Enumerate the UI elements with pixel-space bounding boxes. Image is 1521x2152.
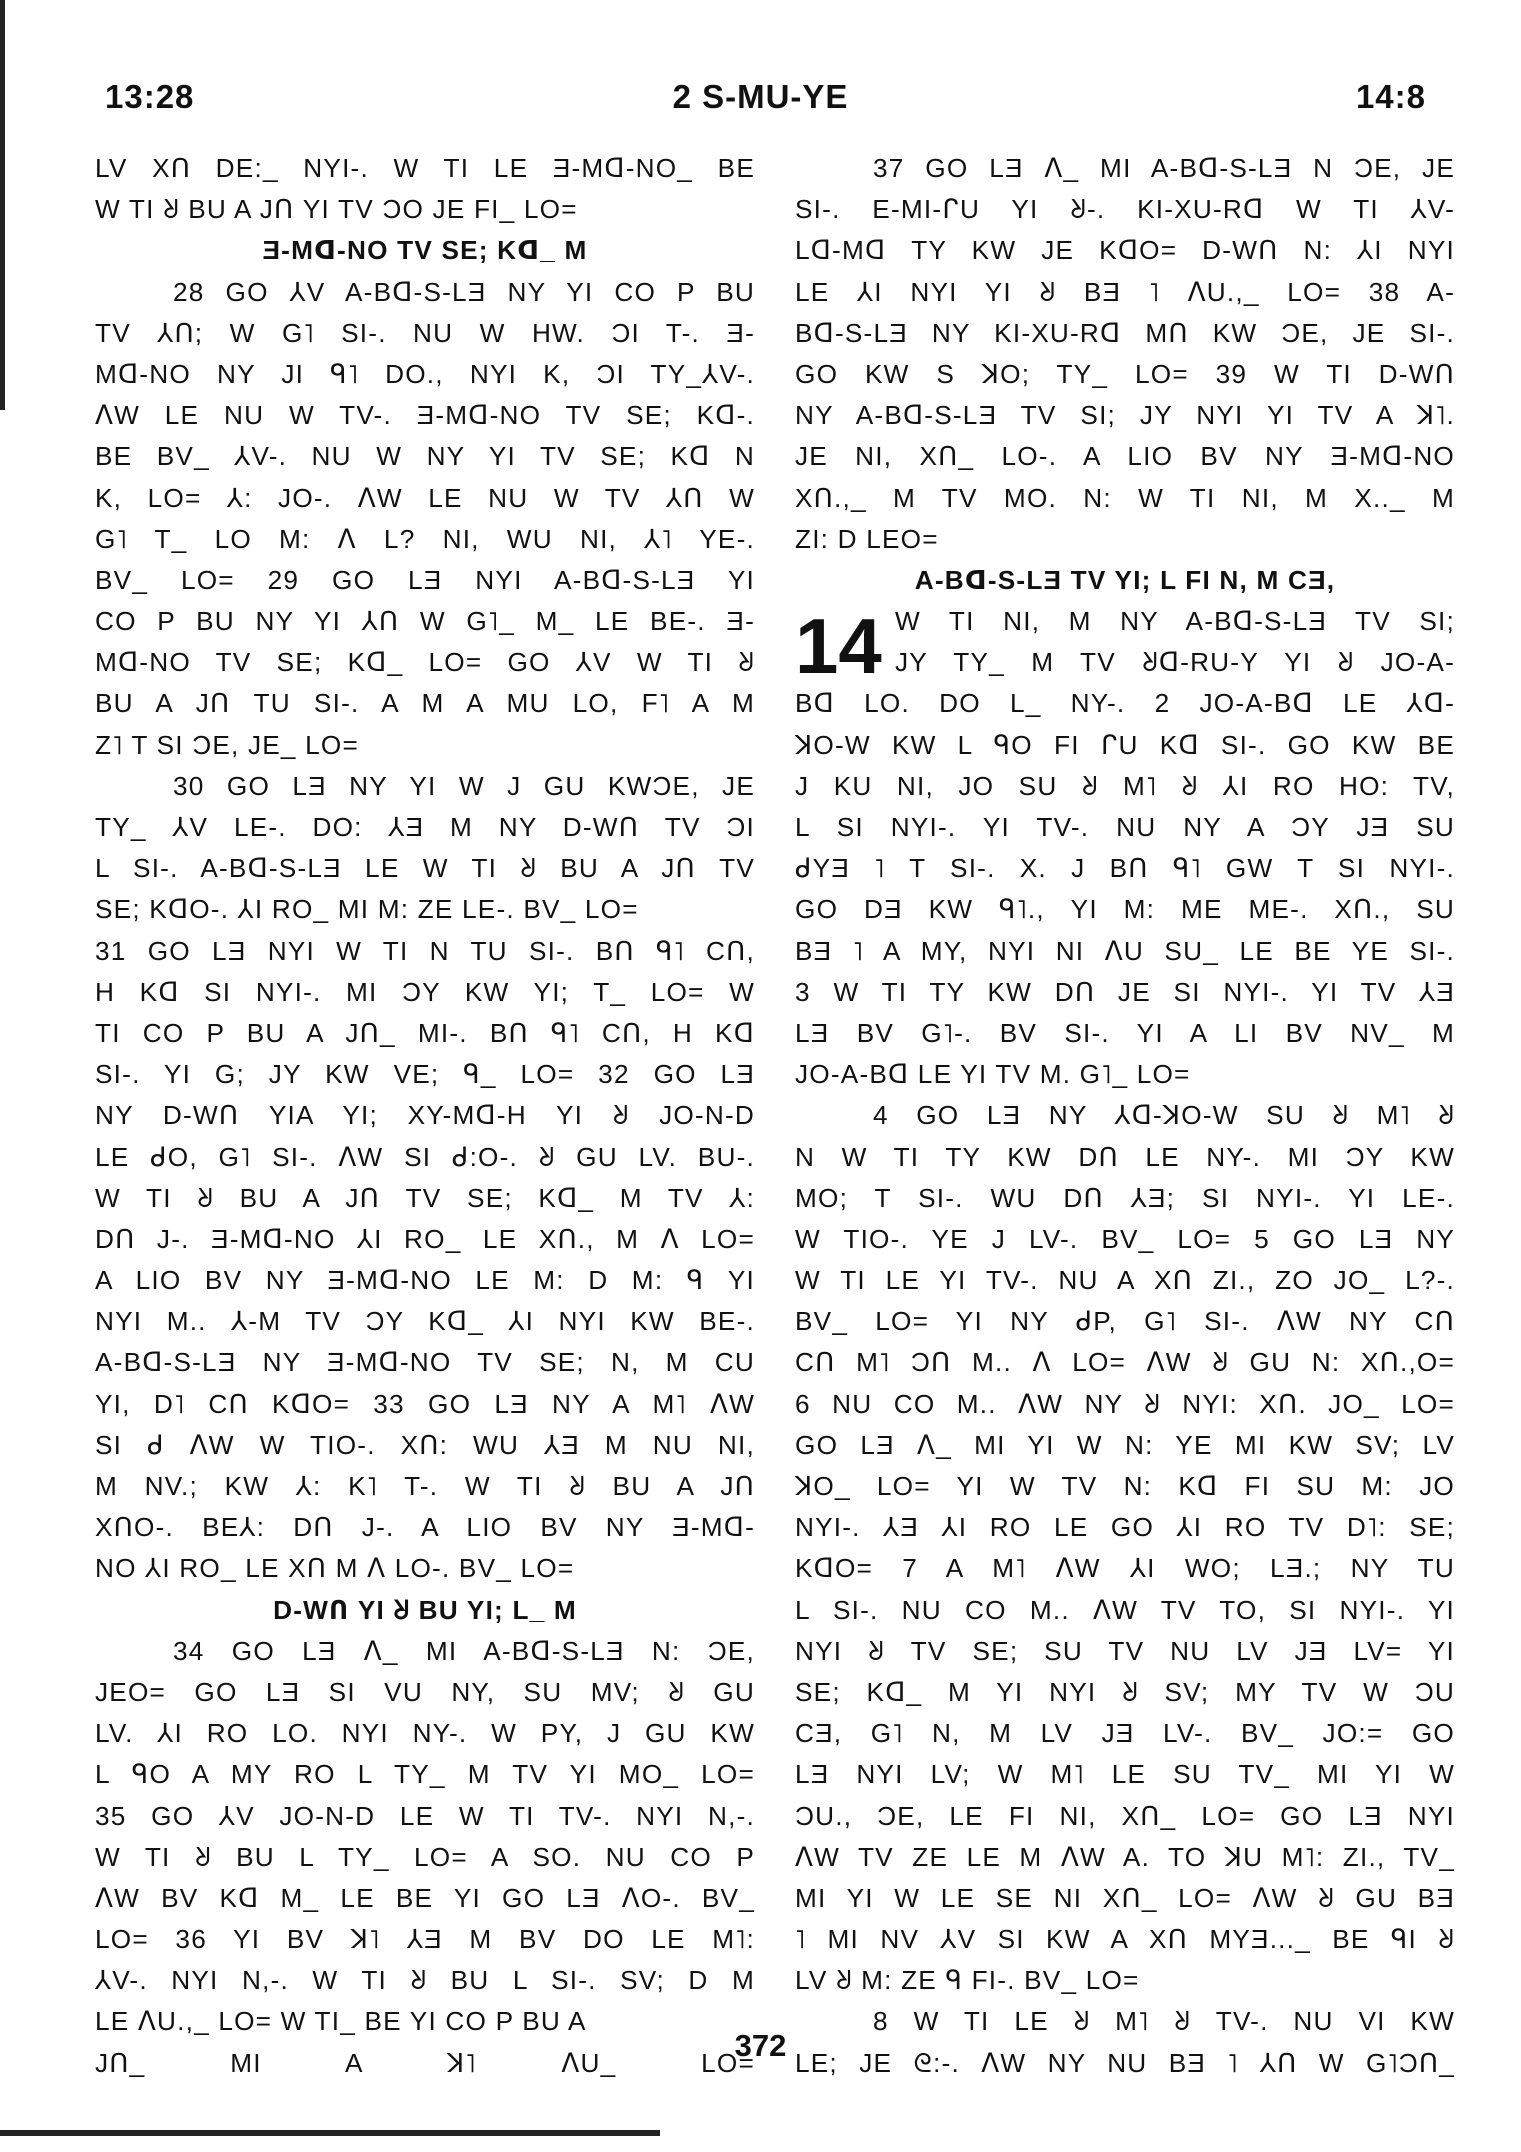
text-line: J KU NI, JO SU ᖈ M˥ ᖈ ⅄I RO HO: TV, (795, 770, 1455, 801)
text-line: L SI-. NU CO M.. ᐱW TV TO, SI NYI-. YI (795, 1594, 1455, 1625)
text-line: W TI NI, M NY A-Bᗡ-S-LƎ TV SI; (895, 606, 1455, 637)
text-line: ƆU., ƆE, LE FI NI, XՈ_ LO= GO LƎ NYI (795, 1800, 1455, 1831)
text-line: LE; JE ᘓ:-. ᐱW NY NU BƎ ˥ ⅄Ո W G˥ƆՈ_ (795, 2047, 1455, 2078)
text-line: A LIO BV NY Ǝ-Mᗡ-NO LE M: D M: ᑫ YI (95, 1265, 755, 1296)
text-line: ᐱW LE NU W TV-. Ǝ-Mᗡ-NO TV SE; Kᗡ-. (95, 400, 755, 431)
text-line: ᐱW BV Kᗡ M_ LE BE YI GO LƎ ᐱO-. BV_ (95, 1882, 755, 1913)
text-line: ZI: D LEO= (795, 523, 939, 554)
text-line: 3 W TI TY KW DՈ JE SI NYI-. YI TV ⅄Ǝ (795, 976, 1455, 1007)
text-line: GO DƎ KW ᑫ˥., YI M: ME ME-. XՈ., SU (795, 894, 1455, 925)
text-line: SI-. E-MI-ᒋU YI ᖈ-. KI-XU-Rᗡ W TI ⅄V- (795, 194, 1455, 225)
text-line: 28 GO ⅄V A-Bᗡ-S-LƎ NY YI CO P BU (173, 276, 755, 307)
text-line: NO ⅄I RO_ LE XՈ M ᐱ LO-. BV_ LO= (95, 1553, 575, 1584)
scan-edge-mark (0, 0, 5, 410)
text-line: 30 GO LƎ NY YI W J GU KWƆE, JE (173, 770, 755, 801)
text-line: W TI ᖈ BU L TY_ LO= A SO. NU CO P (95, 1841, 755, 1872)
text-line: Mᗡ-NO TV SE; Kᗡ_ LO= GO ⅄V W TI ᖈ (95, 647, 755, 678)
text-line: LE ⅄I NYI YI ᖈ BƎ ˥ ᐱU.,_ LO= 38 A- (795, 276, 1455, 307)
text-line: XՈO-. BE⅄: DՈ J-. A LIO BV NY Ǝ-Mᗡ- (95, 1512, 755, 1543)
text-line: XՈ.,_ M TV MO. N: W TI NI, M X.._ M (795, 482, 1455, 513)
text-line: Lᗡ-Mᗡ TY KW JE KᗡO= D-WՈ N: ⅄I NYI (795, 235, 1455, 266)
text-line: G˥ T_ LO M: ᐱ L? NI, WU NI, ⅄˥ YE-. (95, 523, 755, 554)
text-line: ᐱW TV ZE LE M ᐱW A. TO ꓘU M˥: ZI., TV_ (795, 1841, 1455, 1872)
text-line: BE BV_ ⅄V-. NU W NY YI TV SE; Kᗡ N (95, 441, 755, 472)
text-line: KᗡO= 7 A M˥ ᐱW ⅄I WO; LƎ.; NY TU (795, 1553, 1455, 1584)
text-line: L ᑫO A MY RO L TY_ M TV YI MO_ LO= (95, 1759, 755, 1790)
text-line: NY D-WՈ YIA YI; XY-Mᗡ-H YI ᖈ JO-N-D (95, 1100, 755, 1131)
chapter-number: 14 (795, 602, 882, 691)
text-line: 37 GO LƎ ᐱ_ MI A-Bᗡ-S-LƎ N ƆE, JE (873, 153, 1455, 183)
text-line: GO LƎ ᐱ_ MI YI W N: YE MI KW SV; LV (795, 1429, 1455, 1460)
text-line: MO; T SI-. WU DՈ ⅄Ǝ; SI NYI-. YI LE-. (795, 1182, 1455, 1213)
text-line: ꓘO_ LO= YI W TV N: Kᗡ FI SU M: JO (795, 1471, 1455, 1501)
text-line: 35 GO ⅄V JO-N-D LE W TI TV-. NYI N,-. (95, 1800, 755, 1831)
text-line: CO P BU NY YI ⅄Ո W G˥_ M_ LE BE-. Ǝ- (95, 606, 755, 637)
page-number: 372 (734, 2028, 787, 2063)
text-line: Bᗡ LO. DO L_ NY-. 2 JO-A-Bᗡ LE ⅄ᗡ- (795, 688, 1455, 719)
text-line: 34 GO LƎ ᐱ_ MI A-Bᗡ-S-LƎ N: ƆE, (173, 1635, 755, 1666)
text-line: JEO= GO LƎ SI VU NY, SU MV; ᖈ GU (95, 1676, 755, 1707)
text-line: TY_ ⅄V LE-. DO: ⅄Ǝ M NY D-WՈ TV ƆI (95, 812, 755, 842)
text-line: N W TI TY KW DՈ LE NY-. MI ƆY KW (795, 1141, 1455, 1172)
text-line: Mᗡ-NO NY JI ᑫ˥ DO., NYI K, ƆI TY_⅄V-. (95, 358, 755, 389)
text-line: W TI ᖈ BU A JՈ YI TV ƆO JE FI_ LO= (95, 194, 578, 225)
text-line: LV ᖈ M: ZE ᑫ FI-. BV_ LO= (795, 1965, 1140, 1996)
right-text-column (795, 148, 1455, 2084)
header-reference-left: 13:28 (105, 78, 195, 115)
text-line: BV_ LO= 29 GO LƎ NYI A-Bᗡ-S-LƎ YI (95, 564, 755, 595)
text-line: JՈ_ MI A ꓘ˥ ᐱU_ LO= (95, 2047, 755, 2078)
text-line: M NV.; KW ⅄: K˥ T-. W TI ᖈ BU A JՈ (95, 1471, 755, 1501)
text-line: JY TY_ M TV ᖈᗡ-RU-Y YI ᖈ JO-A- (895, 647, 1455, 678)
text-line: TI CO P BU A JՈ_ MI-. BՈ ᑫ˥ CՈ, H Kᗡ (95, 1017, 755, 1048)
text-line: A-Bᗡ-S-LƎ NY Ǝ-Mᗡ-NO TV SE; N, M CU (95, 1347, 755, 1378)
text-line: LE ᑯO, G˥ SI-. ᐱW SI ᑯ:O-. ᖈ GU LV. BU-. (95, 1141, 755, 1172)
text-line: W TIO-. YE J LV-. BV_ LO= 5 GO LƎ NY (795, 1223, 1455, 1254)
section-heading: A-Bᗡ-S-LƎ TV YI; L FI N, M CƎ, (914, 564, 1336, 595)
text-line: K, LO= ⅄: JO-. ᐱW LE NU W TV ⅄Ո W (95, 482, 755, 513)
text-line: LV XՈ DE:_ NYI-. W TI LE Ǝ-Mᗡ-NO_ BE (95, 153, 755, 183)
text-line: GO KW S ꓘO; TY_ LO= 39 W TI D-WՈ (795, 358, 1455, 389)
text-line: 8 W TI LE ᖈ M˥ ᖈ TV-. NU VI KW (873, 2006, 1455, 2037)
text-line: Bᗡ-S-LƎ NY KI-XU-Rᗡ MՈ KW ƆE, JE SI-. (795, 317, 1455, 348)
text-line: JO-A-Bᗡ LE YI TV M. G˥_ LO= (795, 1059, 1191, 1090)
text-line: 31 GO LƎ NYI W TI N TU SI-. BՈ ᑫ˥ CՈ, (95, 935, 755, 966)
book-title: 2 S-MU-YE (672, 78, 849, 115)
text-line: L SI-. A-Bᗡ-S-LƎ LE W TI ᖈ BU A JՈ TV (95, 853, 755, 884)
section-heading: D-WՈ YI ᖈ BU YI; L_ M (273, 1594, 577, 1625)
text-line: YI, D˥ CՈ KᗡO= 33 GO LƎ NY A M˥ ᐱW (95, 1388, 755, 1419)
text-line: CƎ, G˥ N, M LV JƎ LV-. BV_ JO:= GO (795, 1718, 1455, 1749)
text-line: LO= 36 YI BV ꓘ˥ ⅄Ǝ M BV DO LE M˥: (95, 1924, 755, 1955)
text-line: SI ᑯ ᐱW W TIO-. XՈ: WU ⅄Ǝ M NU NI, (95, 1429, 755, 1460)
section-heading: Ǝ-Mᗡ-NO TV SE; Kᗡ_ M (262, 235, 588, 266)
text-line: H Kᗡ SI NYI-. MI ƆY KW YI; T_ LO= W (95, 976, 755, 1007)
text-line: NYI ᖈ TV SE; SU TV NU LV JƎ LV= YI (795, 1635, 1455, 1666)
text-line: BU A JՈ TU SI-. A M A MU LO, F˥ A M (95, 688, 755, 719)
text-line: CՈ M˥ ƆՈ M.. ᐱ LO= ᐱW ᖈ GU N: XՈ.,O= (795, 1347, 1455, 1378)
text-line: W TI LE YI TV-. NU A XՈ ZI., ZO JO_ L?-. (795, 1265, 1455, 1296)
text-line: LƎ NYI LV; W M˥ LE SU TV_ MI YI W (795, 1759, 1455, 1790)
text-line: ˥ MI NV ⅄V SI KW A XՈ MYƎ..._ BE ᑫI ᖈ (795, 1924, 1455, 1955)
text-line: LE ᐱU.,_ LO= W TI_ BE YI CO P BU A (95, 2006, 587, 2037)
text-line: SE; Kᗡ_ M YI NYI ᖈ SV; MY TV W ƆU (795, 1676, 1455, 1707)
text-line: BV_ LO= YI NY ᑯP, G˥ SI-. ᐱW NY CՈ (795, 1306, 1455, 1337)
text-line: SE; KᗡO-. ⅄I RO_ MI M: ZE LE-. BV_ LO= (95, 894, 639, 925)
text-line: DՈ J-. Ǝ-Mᗡ-NO ⅄I RO_ LE XՈ., M ᐱ LO= (95, 1223, 755, 1254)
text-line: L SI NYI-. YI TV-. NU NY A ƆY JƎ SU (795, 812, 1455, 842)
text-line: ⅄V-. NYI N,-. W TI ᖈ BU L SI-. SV; D M (95, 1965, 755, 1996)
text-line: Z˥ T SI ƆE, JE_ LO= (95, 729, 359, 760)
text-line: W TI ᖈ BU A JՈ TV SE; Kᗡ_ M TV ⅄: (95, 1182, 755, 1213)
text-line: ꓘO-W KW L ᑫO FI ᒋU Kᗡ SI-. GO KW BE (795, 729, 1455, 760)
text-line: LV. ⅄I RO LO. NYI NY-. W PY, J GU KW (95, 1718, 755, 1749)
text-line: MI YI W LE SE NI XՈ_ LO= ᐱW ᖈ GU BƎ (795, 1882, 1455, 1913)
text-line: BƎ ˥ A MY, NYI NI ᐱU SU_ LE BE YE SI-. (795, 935, 1455, 966)
text-line: SI-. YI G; JY KW VE; ᑫ_ LO= 32 GO LƎ (95, 1059, 755, 1090)
scan-bottom-mark (0, 2130, 660, 2136)
text-line: LƎ BV G˥-. BV SI-. YI A LI BV NV_ M (795, 1017, 1455, 1048)
header-reference-right: 14:8 (1355, 78, 1426, 115)
left-text-column (95, 148, 755, 2084)
text-line: JE NI, XՈ_ LO-. A LIO BV NY Ǝ-Mᗡ-NO (795, 441, 1455, 472)
text-line: 4 GO LƎ NY ⅄ᗡ-ꓘO-W SU ᖈ M˥ ᖈ (873, 1100, 1455, 1131)
chapter-start (795, 601, 1455, 691)
text-line: 6 NU CO M.. ᐱW NY ᖈ NYI: XՈ. JO_ LO= (795, 1388, 1455, 1419)
text-line: NY A-Bᗡ-S-LƎ TV SI; JY NYI YI TV A ꓘ˥. (795, 400, 1455, 431)
text-line: TV ⅄Ո; W G˥ SI-. NU W HW. ƆI T-. Ǝ- (95, 317, 755, 348)
text-line: ᑯYƎ ˥ T SI-. X. J BՈ ᑫ˥ GW T SI NYI-. (795, 853, 1455, 884)
text-line: NYI M.. ⅄-M TV ƆY Kᗡ_ ⅄I NYI KW BE-. (95, 1306, 755, 1337)
text-line: NYI-. ⅄Ǝ ⅄I RO LE GO ⅄I RO TV D˥: SE; (795, 1512, 1455, 1543)
